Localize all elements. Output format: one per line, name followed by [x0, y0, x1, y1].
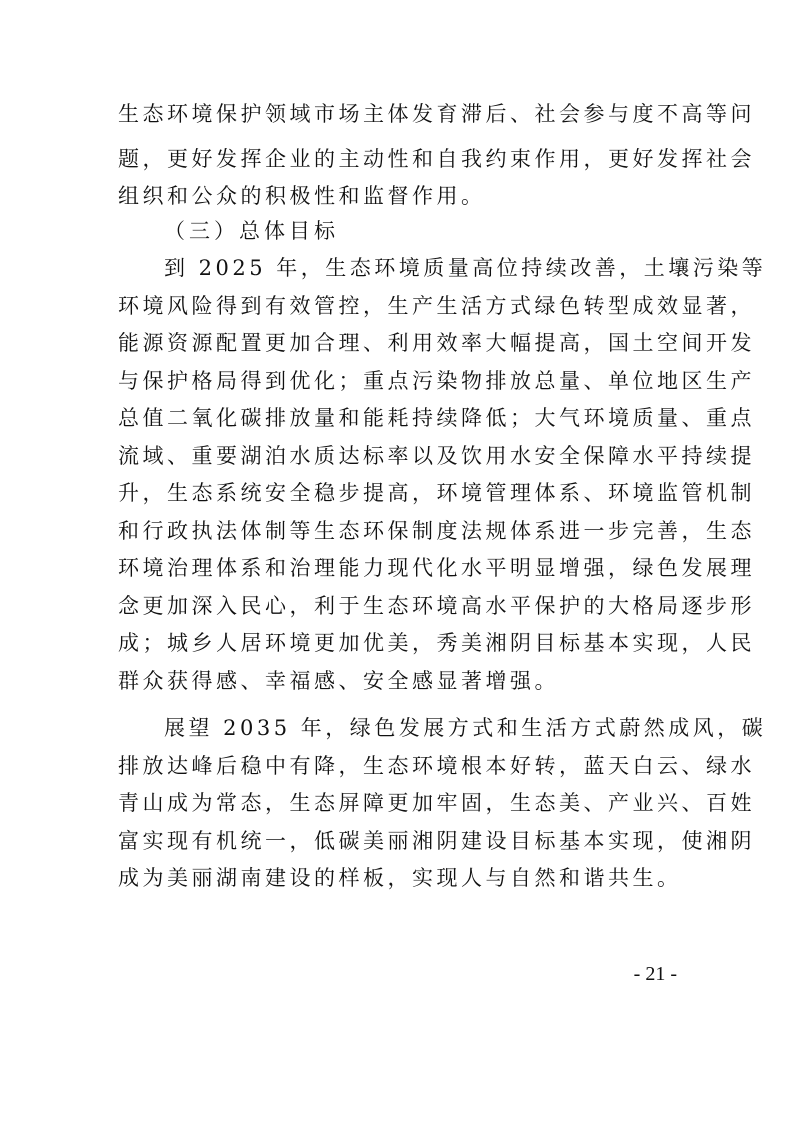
paragraph-2-line-11: 成；城乡人居环境更加优美，秀美湘阴目标基本实现，人民: [118, 631, 755, 655]
paragraph-1-line-1: 生态环境保护领域市场主体发育滞后、社会参与度不高等问: [118, 102, 755, 126]
paragraph-2-line-5: 总值二氧化碳排放量和能耗持续降低；大气环境质量、重点: [118, 406, 755, 430]
paragraph-3-line-3: 青山成为常态，生态屏障更加牢固，生态美、产业兴、百姓: [118, 791, 755, 815]
paragraph-2-line-9: 环境治理体系和治理能力现代化水平明显增强，绿色发展理: [118, 556, 755, 580]
section-heading: （三）总体目标: [164, 219, 339, 243]
paragraph-3-line-5: 成为美丽湖南建设的样板，实现人与自然和谐共生。: [118, 866, 682, 890]
paragraph-2-line-6: 流域、重要湖泊水质达标率以及饮用水安全保障水平持续提: [118, 444, 755, 468]
paragraph-2-line-3: 能源资源配置更加合理、利用效率大幅提高，国土空间开发: [118, 331, 755, 355]
paragraph-2-line-1: 到 2025 年，生态环境质量高位持续改善，土壤污染等: [164, 256, 767, 280]
paragraph-3-line-4: 富实现有机统一，低碳美丽湘阴建设目标基本实现，使湘阴: [118, 829, 755, 853]
paragraph-2-line-12: 群众获得感、幸福感、安全感显著增强。: [118, 669, 559, 693]
paragraph-2-line-4: 与保护格局得到优化；重点污染物排放总量、单位地区生产: [118, 369, 755, 393]
page-number: - 21 -: [633, 963, 677, 985]
paragraph-2-line-10: 念更加深入民心，利于生态环境高水平保护的大格局逐步形: [118, 594, 755, 618]
paragraph-1-line-3: 组织和公众的积极性和监督作用。: [118, 184, 486, 208]
paragraph-2-line-2: 环境风险得到有效管控，生产生活方式绿色转型成效显著，: [118, 294, 755, 318]
paragraph-1-line-2: 题，更好发挥企业的主动性和自我约束作用，更好发挥社会: [118, 147, 755, 171]
paragraph-3-line-2: 排放达峰后稳中有降，生态环境根本好转，蓝天白云、绿水: [118, 754, 755, 778]
paragraph-3-line-1: 展望 2035 年，绿色发展方式和生活方式蔚然成风，碳: [164, 716, 767, 740]
paragraph-2-line-8: 和行政执法体制等生态环保制度法规体系进一步完善，生态: [118, 519, 755, 543]
paragraph-2-line-7: 升，生态系统安全稳步提高，环境管理体系、环境监管机制: [118, 481, 755, 505]
